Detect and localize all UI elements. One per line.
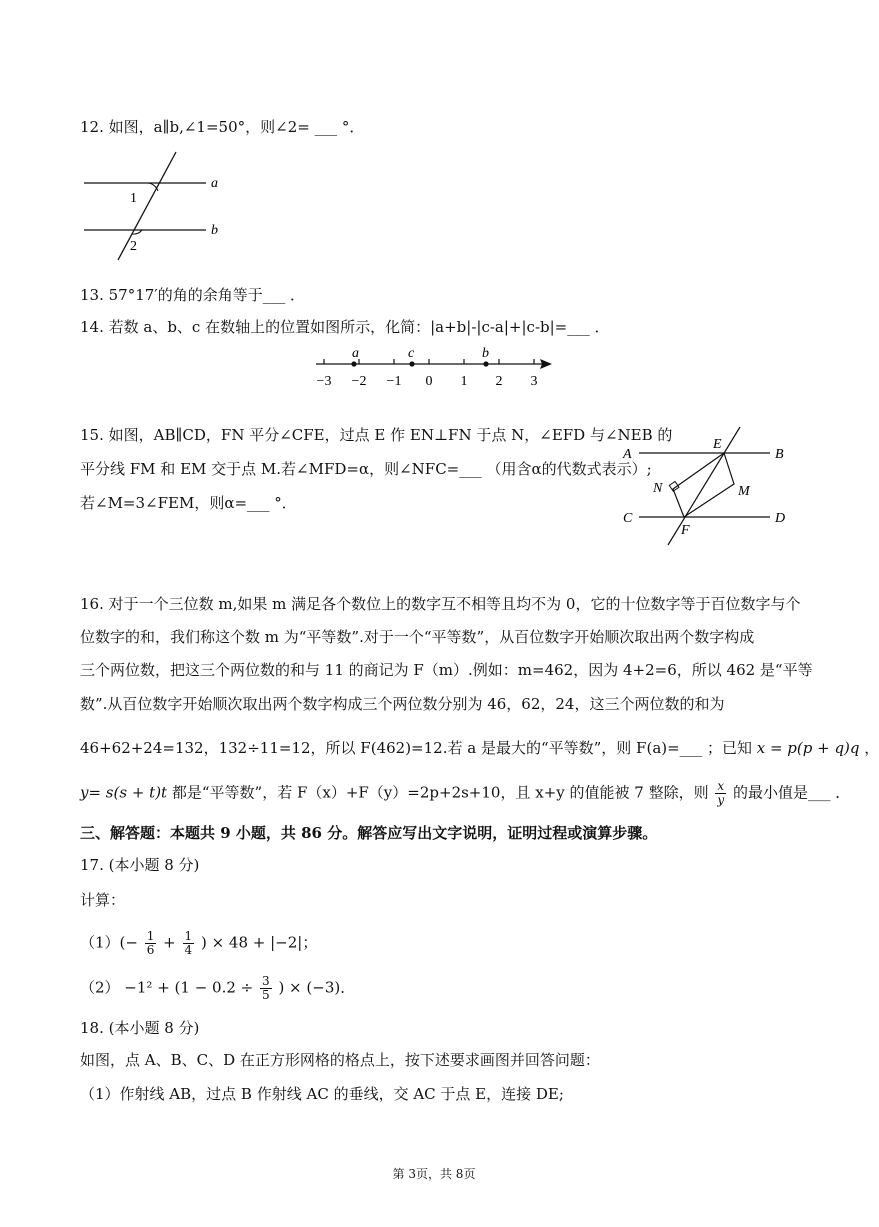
tick-label: 0 (425, 374, 433, 389)
q16-line6-text: 都是“平等数”，若 F（x）+F（y）=2p+2s+10，且 x+y 的值能被 7 整除，则 (171, 783, 709, 802)
q16-line2: 位数字的和，我们称这个数 m 为“平等数”.对于一个“平等数”，从百位数字开始顺次取出两个数字构成 (80, 628, 755, 646)
fraction-denominator: 5 (262, 988, 270, 1002)
label-A: A (623, 447, 632, 462)
page-footer: 第 3页，共 8页 (392, 1167, 476, 1181)
label-D: D (775, 511, 786, 526)
label-N: N (653, 481, 663, 496)
q16-line5-end: ， (864, 739, 879, 757)
q17-p1-post: ) × 48 + |−2|； (200, 933, 318, 952)
q18-intro: 如图，点 A、B、C、D 在正方形网格的格点上，按下述要求画图并回答问题： (80, 1051, 600, 1069)
label-b: b (211, 223, 218, 238)
q17-p2-fraction (260, 975, 272, 1002)
transversal (118, 152, 176, 260)
fraction-numerator: 1 (184, 929, 193, 943)
q17-part1 (80, 930, 317, 957)
q17-p1-fraction2 (183, 930, 195, 957)
q13-text: 13. 57°17′的角的余角等于___ ． (80, 286, 305, 304)
fraction-denominator: y (717, 793, 725, 807)
label-F: F (681, 523, 690, 538)
label-point-b: b (482, 346, 489, 361)
q16-line3: 三个两位数，把这三个两位数的和与 11 的商记为 F（m）.例如：m=462，因为 4+2=6，所以 462 是“平等 (80, 661, 813, 679)
transversal-ef (668, 427, 740, 545)
q14-number-line (312, 342, 562, 392)
label-C: C (623, 511, 633, 526)
tick-label: −2 (351, 374, 367, 389)
q12-text: 12. 如图，a∥b,∠1=50°，则∠2= ___ °． (80, 118, 365, 136)
q17-p1-pre: （1）(− (80, 933, 138, 952)
q17-p1-fraction1 (145, 930, 157, 957)
q16-line6 (80, 780, 850, 807)
q17-header: 17. (本小题 8 分) (80, 856, 200, 874)
q16-line1: 16. 对于一个三位数 m,如果 m 满足各个数位上的数字互不相等且均不为 0，它的十位数字等于百位数字与个 (80, 595, 801, 613)
label-B: B (775, 447, 784, 462)
q18-header: 18. (本小题 8 分) (80, 1019, 200, 1037)
q18-part1: （1）作射线 AB，过点 B 作射线 AC 的垂线，交 AC 于点 E，连接 DE; (80, 1085, 564, 1103)
fraction-numerator: x (717, 779, 725, 793)
q17-p2-pre: （2） −1² + (1 − 0.2 ÷ (80, 978, 254, 997)
tick-label: 3 (530, 374, 538, 389)
q16-line6-end: 的最小值是___ ． (732, 783, 851, 802)
q17-intro: 计算： (80, 891, 126, 909)
q15-line3: 若∠M=3∠FEM，则α=___ °． (80, 494, 297, 512)
q15-line1: 15. 如图，AB∥CD，FN 平分∠CFE，过点 E 作 EN⊥FN 于点 N，∠EFD 与∠NEB 的 (80, 426, 673, 444)
label-E: E (713, 437, 722, 452)
label-M: M (738, 484, 750, 499)
q17-p1-plus: + (163, 933, 176, 952)
q16-y-formula: y= s(s + t)t (80, 783, 168, 802)
q16-line5-text: 46+62+24=132，132÷11=12，所以 F(462)=12.若 a 是最大的“平等数”，则 F(a)=___ ；已知 (80, 739, 752, 757)
label-angle-1: 1 (130, 191, 137, 206)
q15-line2: 平分线 FM 和 EM 交于点 M.若∠MFD=α，则∠NFC=___ （用含α的代数式表示）; (80, 460, 652, 478)
fraction-numerator: 3 (262, 974, 270, 988)
point-a (351, 361, 356, 366)
q17-p2-post: ) × (−3)． (278, 978, 356, 997)
fraction-denominator: 4 (184, 943, 193, 957)
q16-line4: 数”.从百位数字开始顺次取出两个数字构成三个两位数分别为 46，62，24，这三个两位数的和为 (80, 695, 725, 713)
q14-text: 14. 若数 a、b、c 在数轴上的位置如图所示，化简：|a+b|-|c-a|+|c-b|=___ ． (80, 318, 610, 336)
q16-line5 (80, 738, 879, 758)
point-b (483, 361, 488, 366)
fraction-denominator: 6 (146, 943, 155, 957)
fraction-numerator: 1 (146, 929, 155, 943)
tick-label: −3 (316, 374, 332, 389)
tick-label: −1 (386, 374, 402, 389)
q12-parallel-lines-figure (78, 148, 238, 263)
point-c (409, 361, 414, 366)
tick-label: 2 (495, 374, 503, 389)
q17-part2 (80, 975, 355, 1002)
q16-x-over-y-fraction (715, 780, 726, 807)
q16-x-formula: x = p(p + q)q (756, 739, 860, 757)
label-point-c: c (408, 346, 415, 361)
label-a: a (211, 176, 218, 191)
q15-geometry-figure (615, 425, 805, 550)
label-angle-2: 2 (130, 239, 137, 254)
section3-heading: 三、解答题：本题共 9 小题，共 86 分。解答应写出文字说明，证明过程或演算步骤。 (80, 824, 658, 842)
label-point-a: a (352, 346, 359, 361)
tick-label: 1 (460, 374, 468, 389)
